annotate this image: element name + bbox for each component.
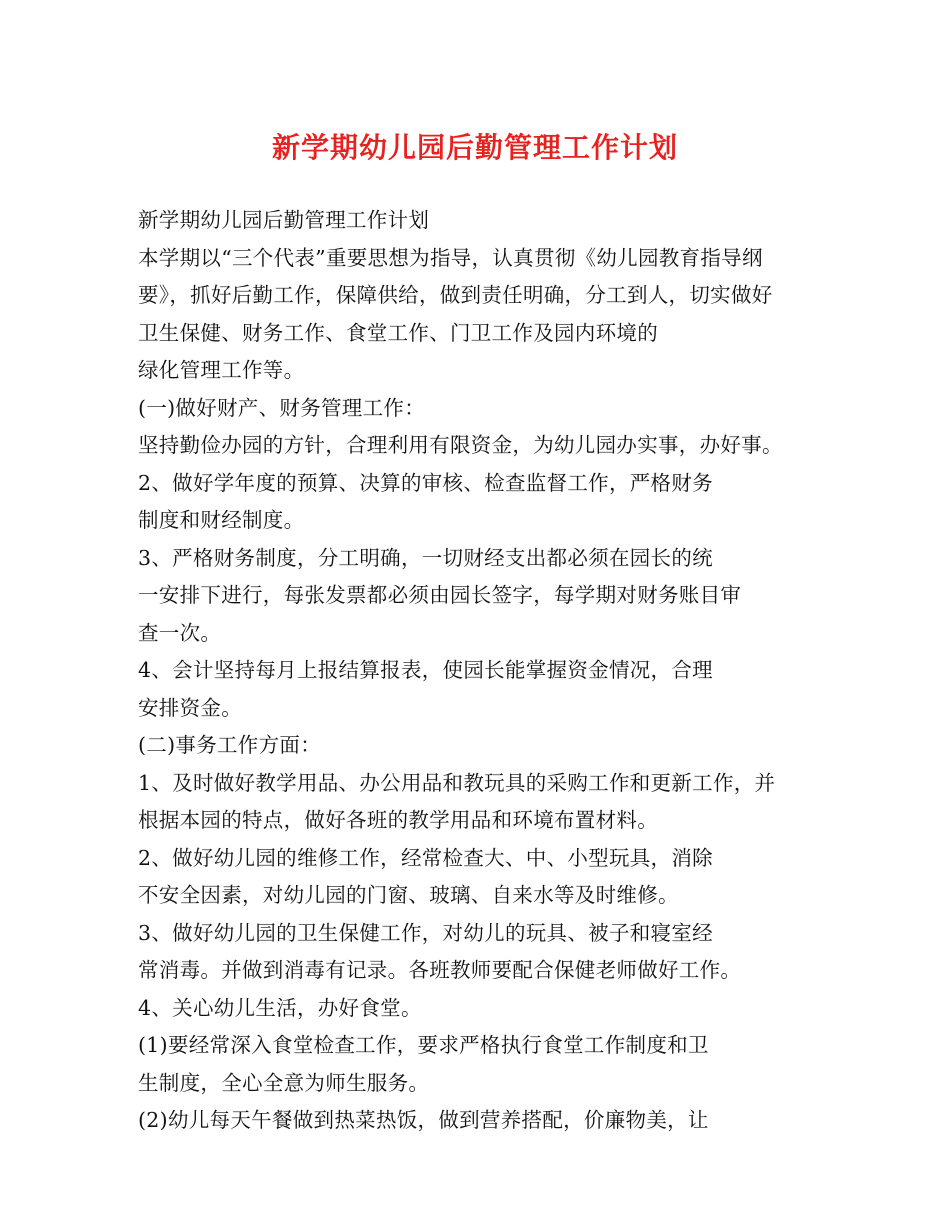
document-title: 新学期幼儿园后勤管理工作计划	[271, 131, 678, 164]
body-line: 不安全因素，对幼儿园的门窗、玻璃、自来水等及时维修。	[138, 883, 679, 907]
body-line: 常消毒。并做到消毒有记录。各班教师要配合保健老师做好工作。	[138, 958, 742, 982]
body-line: 1、及时做好教学用品、办公用品和教玩具的采购工作和更新工作，并	[138, 770, 776, 795]
body-line: 2、做好幼儿园的维修工作，经常检查大、中、小型玩具，消除	[138, 845, 713, 870]
body-line: 3、做好幼儿园的卫生保健工作，对幼儿的玩具、被子和寝室经	[138, 920, 713, 945]
body-line: 要》，抓好后勤工作，保障供给，做到责任明确，分工到人，切实做好	[138, 283, 773, 307]
body-line: 生制度，全心全意为师生服务。	[138, 1070, 430, 1095]
body-line: 一安排下进行，每张发票都必须由园长签字，每学期对财务账目审	[138, 583, 742, 607]
body-line: 2、做好学年度的预算、决算的审核、检查监督工作，严格财务	[138, 470, 713, 495]
body-line: 绿化管理工作等。	[138, 358, 305, 382]
body-line: 新学期幼儿园后勤管理工作计划	[138, 208, 430, 232]
body-line: 坚持勤俭办园的方针，合理利用有限资金，为幼儿园办实事，办好事。	[138, 433, 783, 457]
body-line: 根据本园的特点，做好各班的教学用品和环境布置材料。	[138, 808, 658, 832]
body-line: (2)幼儿每天午餐做到热菜热饭，做到营养搭配，价廉物美，让	[138, 1108, 709, 1132]
body-line: (1)要经常深入食堂检查工作，要求严格执行食堂工作制度和卫	[138, 1033, 709, 1057]
body-line: 安排资金。	[138, 695, 242, 720]
body-line: 制度和财经制度。	[138, 508, 305, 532]
section-heading: (二)事务工作方面：	[138, 733, 321, 757]
body-line: 本学期以“三个代表”重要思想为指导，认真贯彻《幼儿园教育指导纲	[138, 245, 763, 270]
body-line: 4、会计坚持每月上报结算报表，使园长能掌握资金情况，合理	[138, 658, 713, 682]
body-line: 查一次。	[138, 620, 222, 645]
section-heading: (一)做好财产、财务管理工作：	[138, 395, 425, 420]
document-body	[138, 202, 838, 1140]
body-line: 4、关心幼儿生活，办好食堂。	[138, 995, 422, 1020]
body-line: 3、严格财务制度，分工明确，一切财经支出都必须在园长的统	[138, 545, 713, 570]
body-line: 卫生保健、财务工作、食堂工作、门卫工作及园内环境的	[138, 320, 658, 345]
